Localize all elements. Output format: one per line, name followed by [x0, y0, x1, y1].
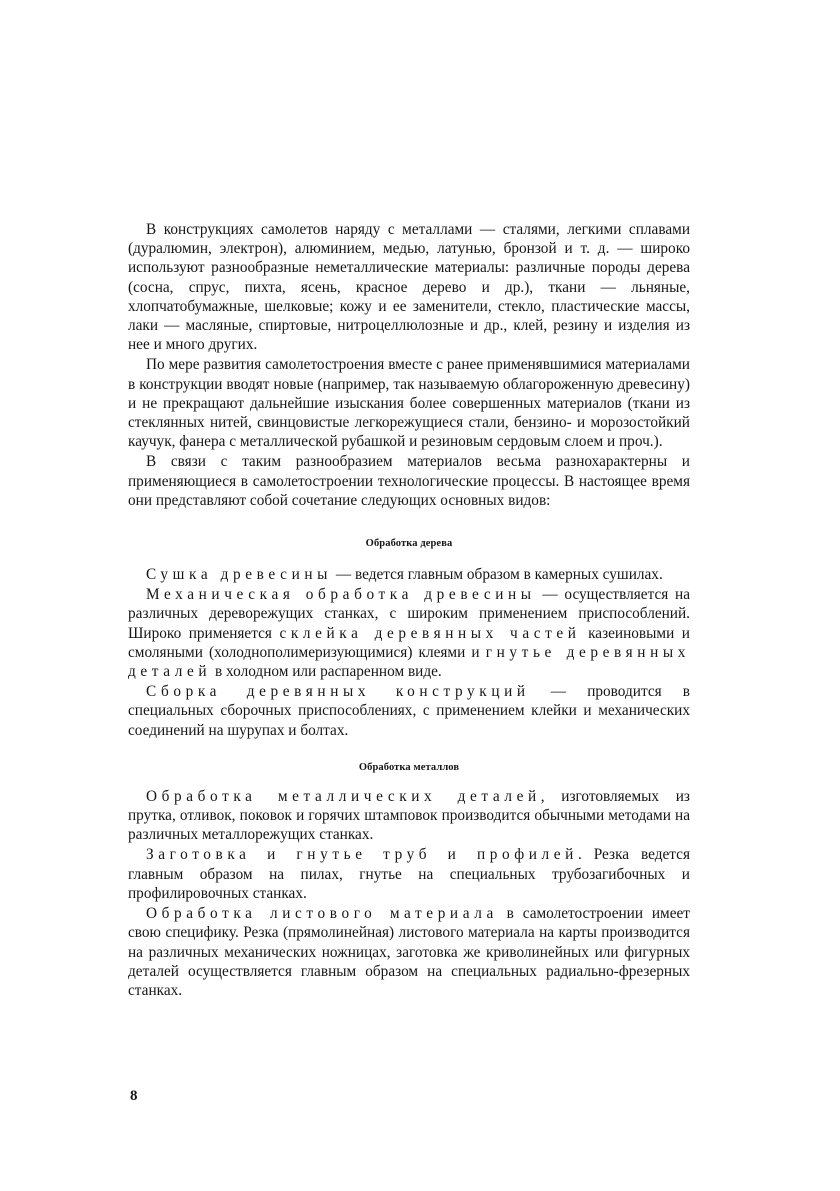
- wood-drying-text: — ведется главным образом в камерных сушилах.: [332, 566, 663, 584]
- metal-parts-text: , изготовляемых из прутка, отливок, поковок и горячих штамповок производится обычными методами на различных металлорежущих станках.: [128, 787, 690, 844]
- wood-machining-paragraph: [128, 585, 690, 681]
- metal-parts-term: Обработка металлических деталей: [146, 787, 541, 805]
- wood-drying-term: Сушка древесины: [146, 566, 333, 584]
- metal-tubes-text: . Резка ведется главным образом на пилах, гнутье на специальных трубозагибочных и профилировочных станках.: [128, 846, 691, 902]
- intro-paragraph-2: По мере развития самолетостроения вместе с ранее применявшимися материалами в конструкции вводят новые (например, так называемую облагороженную древесину) и не прекращают дальнейшие изыскания более совершенных материалов (ткани из стеклянных нитей, свинцовистые легкорежущиеся стали, бензино- и морозостойкий каучук, фанера с металлической рубашкой и резиновым сердовым слоем и проч.).: [128, 356, 690, 451]
- wood-gluing-term: склейка деревянных частей: [279, 624, 581, 642]
- wood-drying-paragraph: [128, 565, 690, 584]
- wood-assembly-term: Сборка деревянных конструкций: [146, 683, 530, 701]
- wood-machining-term: Механическая обработка древесины: [146, 586, 536, 604]
- metal-sheet-text: в самолетостроении имеет свою специфику. Резка (прямолинейная) листового материала на карты производится на различных механических ножницах, заготовка же криволинейных или фигурных деталей осуществляется главным образом на специальных радиально-фрезерных станках.: [128, 905, 690, 999]
- wood-machining-text-3: в холодном или распаренном виде.: [211, 663, 442, 681]
- wood-assembly-text: — проводится в специальных сборочных приспособлениях, с применением клейки и механических соединений на шурупах и болтах.: [128, 683, 690, 739]
- intro-paragraph-1: В конструкциях самолетов наряду с металлами — сталями, легкими сплавами (дуралюмин, электрон), алюминием, медью, латунью, бронзой и т. д. — широко используют разнообразные неметаллические материалы: различные породы дерева (сосна, спрус, пихта, ясень, красное дерево и др.), ткани — льняные, хлопчатобумажные, шелковые; кожу и ее заменители, стекло, пластические массы, лаки — масляные, спиртовые, нитроцеллюлозные и др., клей, резину и изделия из нее и много других.: [128, 221, 690, 354]
- wood-assembly-paragraph: [128, 682, 690, 740]
- metal-tubes-term: Заготовка и гнутье труб и профилей: [146, 846, 578, 864]
- page-number: 8: [130, 1088, 138, 1104]
- metal-sheet-paragraph: [128, 904, 690, 1000]
- intro-paragraph-3: В связи с таким разнообразием материалов весьма разнохарактерны и применяющиеся в самолетостроении технологические процессы. В настоящее время они представляют собой сочетание следующих основных видов:: [128, 453, 690, 509]
- text-column: [128, 220, 690, 1000]
- metal-parts-paragraph: [128, 787, 690, 845]
- wood-machining-text-1: — осуществляется на различных дереворежущих станках, с широким применением приспособлений. Широко применяется: [128, 586, 690, 642]
- wood-bending-term: гнутье деревянных деталей: [128, 643, 691, 681]
- metal-sheet-term: Обработка листового материала: [146, 905, 498, 923]
- wood-machining-text-2: казеиновыми и смоляными (холоднополимеризующимися) клеями и: [128, 624, 690, 661]
- section-heading-wood: Обработка дерева: [365, 538, 453, 550]
- section-heading-metal: Обработка металлов: [358, 761, 460, 773]
- metal-tubes-paragraph: [128, 845, 690, 903]
